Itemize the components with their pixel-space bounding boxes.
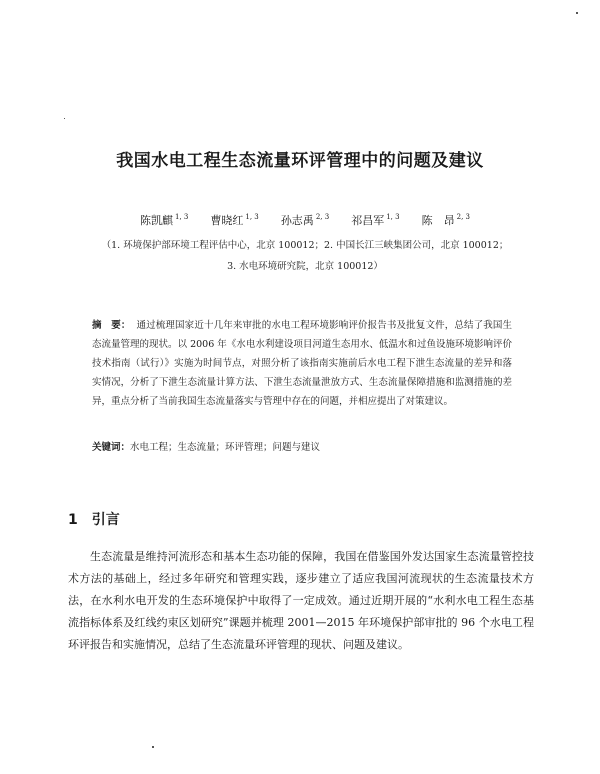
body-paragraph: 生态流量是维持河流形态和基本生态功能的保障，我国在借鉴国外发达国家生态流量管控技术方法的基础上，经过多年研究和管理实践，逐步建立了适应我国河流现状的生态流量技术方法，在水利水电开发的生态环境保护中取得了一定成效。通过近期开展的“水利水电工程生态基流指标体系及红线约束区划研究”课题并梳理 2001—2015 年环境保护部审批的 96 个水电工程环评报告和实施情况，总结了生态流量环评管理的现状、问题及建议。 (68, 550, 534, 651)
affiliations-line-2: 3. 水电环境研究院，北京 100012） (227, 261, 383, 272)
abstract (92, 316, 512, 411)
scan-speck (152, 746, 154, 748)
section-title: 引言 (91, 512, 120, 528)
section-number: 1 (68, 512, 78, 528)
scan-speck (576, 12, 578, 14)
abstract-label: 摘 要： (92, 320, 131, 331)
abstract-text: 通过梳理国家近十几年来审批的水电工程环境影响评价报告书及批复文件，总结了我国生态流量管理的现状。以 2006 年《水电水利建设项目河道生态用水、低温水和过鱼设施环境影响评价技术指南（试行）》实施为时间节点，对照分析了该指南实施前后水电工程下泄生态流量的差异和落实情况，分析了下泄生态流量计算方法、下泄生态流量泄放方式、生态流量保障措施和监测措施的差异，重点分析了当前我国生态流量落实与管理中存在的问题，并相应提出了对策建议。 (92, 320, 512, 407)
author: 祁昌军 $^{1, 3}$ (351, 213, 400, 227)
author: 曹晓红 $^{1, 3}$ (210, 213, 259, 227)
paper-title: 我国水电工程生态流量环评管理中的问题及建议 (116, 151, 484, 171)
affiliations-line-1: （1. 环境保护部环境工程评估中心，北京 100012；2. 中国长江三峡集团公司，北京 100012； (101, 240, 509, 251)
section-heading (68, 509, 120, 529)
author: 陈 昂 $^{2, 3}$ (421, 213, 470, 227)
author: 陈凯麒 $^{1, 3}$ (140, 213, 189, 227)
author-list (140, 212, 470, 228)
keywords (92, 439, 512, 453)
author: 孙志禹 $^{2, 3}$ (280, 213, 330, 227)
keywords-text: 水电工程；生态流量；环评管理；问题与建议 (130, 442, 321, 453)
scan-speck (64, 118, 65, 119)
keywords-label: 关键词： (92, 442, 131, 453)
